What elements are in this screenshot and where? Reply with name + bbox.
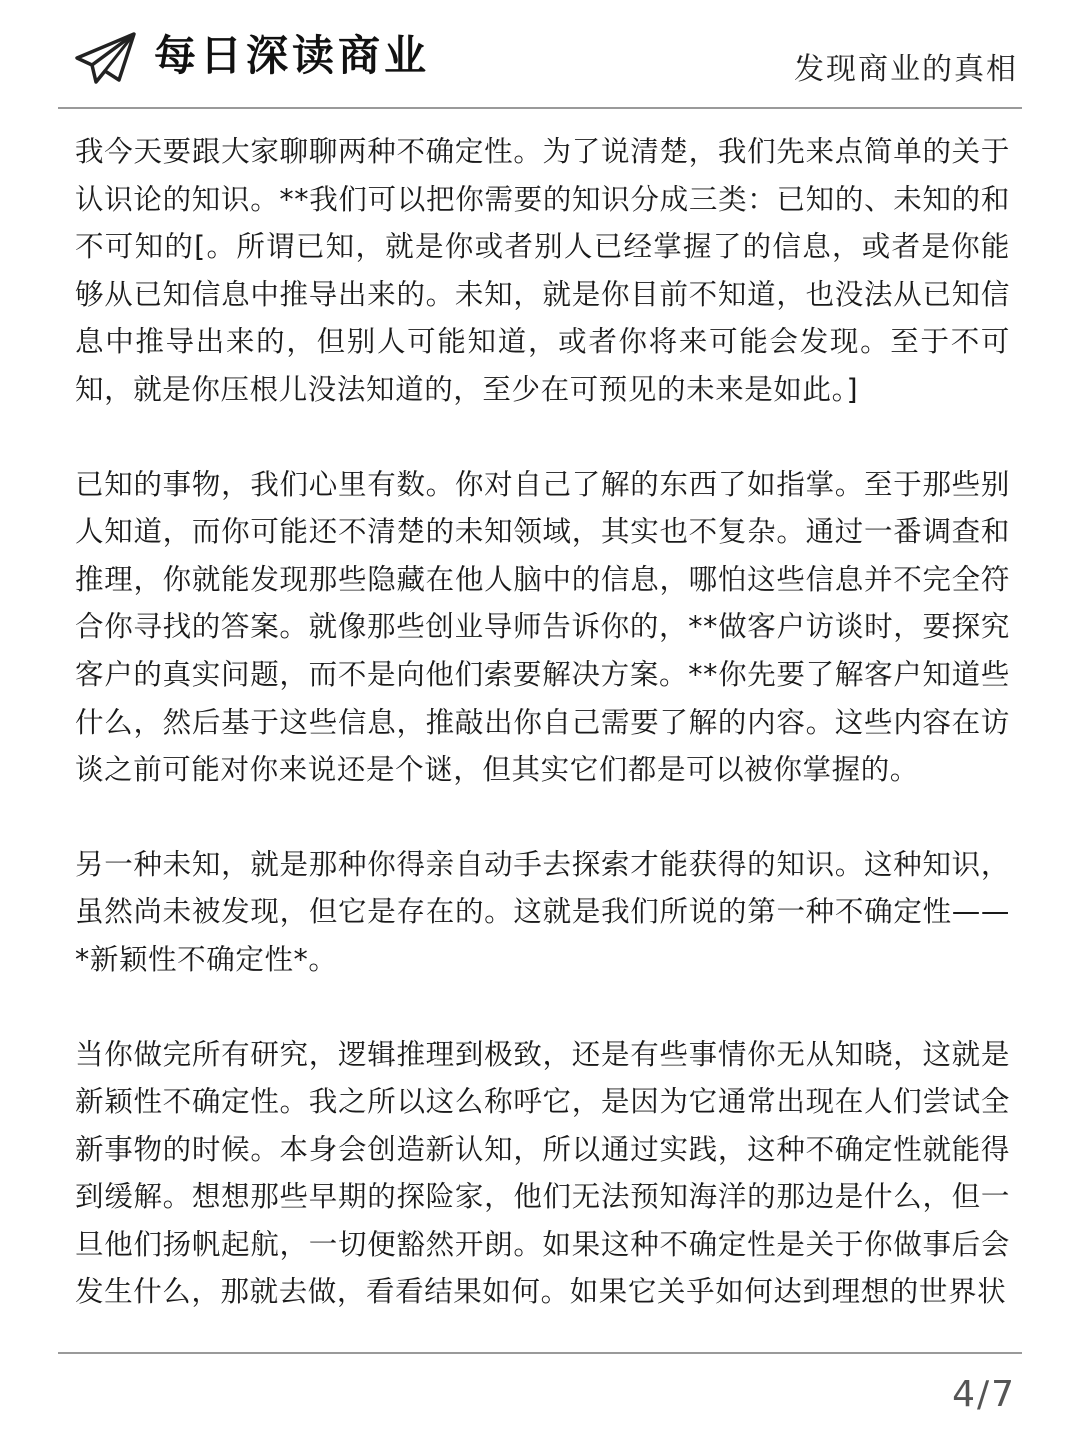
header-divider <box>58 107 1022 109</box>
paragraph-2: 已知的事物，我们心里有数。你对自己了解的东西了如指掌。至于那些别人知道，而你可能还不清楚的未知领域，其实也不复杂。通过一番调查和推理，你就能发现那些隐藏在他人脑中的信息，哪怕这些信息并不完全符合你寻找的答案。就像那些创业导师告诉你的，**做客户访谈时，要探究客户的真实问题，而不是向他们索要解决方案。**你先要了解客户知道些什么，然后基于这些信息，推敲出你自己需要了解的内容。这些内容在访谈之前可能对你来说还是个谜，但其实它们都是可以被你掌握的。 <box>75 467 1010 787</box>
paragraph-3: 另一种未知，就是那种你得亲自动手去探索才能获得的知识。这种知识，虽然尚未被发现，但它是存在的。这就是我们所说的第一种不确定性——*新颖性不确定性*。 <box>75 847 1010 976</box>
paragraph-1: 我今天要跟大家聊聊两种不确定性。为了说清楚，我们先来点简单的关于认识论的知识。**我们可以把你需要的知识分成三类：已知的、未知的和不可知的[。所谓已知，就是你或者别人已经掌握了的信息，或者是你能够从已知信息中推导出来的。未知，就是你目前不知道，也没法从已知信息中推导出来的，但别人可能知道，或者你将来可能会发现。至于不可知，就是你压根儿没法知道的，至少在可预见的未来是如此。] <box>75 135 1010 406</box>
header <box>0 0 1080 108</box>
article-body <box>75 128 1010 1328</box>
tagline: 发现商业的真相 <box>794 52 1018 87</box>
footer-divider <box>58 1352 1022 1354</box>
brand-title: 每日深读商业 <box>154 31 431 80</box>
paper-plane-icon <box>74 30 136 88</box>
paragraph-4: 当你做完所有研究，逻辑推理到极致，还是有些事情你无从知晓，这就是新颖性不确定性。我之所以这么称呼它，是因为它通常出现在人们尝试全新事物的时候。本身会创造新认知，所以通过实践，这种不确定性就能得到缓解。想想那些早期的探险家，他们无法预知海洋的那边是什么，但一旦他们扬帆起航，一切便豁然开朗。如果这种不确定性是关于你做事后会发生什么，那就去做，看看结果如何。如果它关乎如何达到理想的世界状 <box>75 1037 1010 1309</box>
page-indicator: 4/7 <box>952 1374 1016 1415</box>
